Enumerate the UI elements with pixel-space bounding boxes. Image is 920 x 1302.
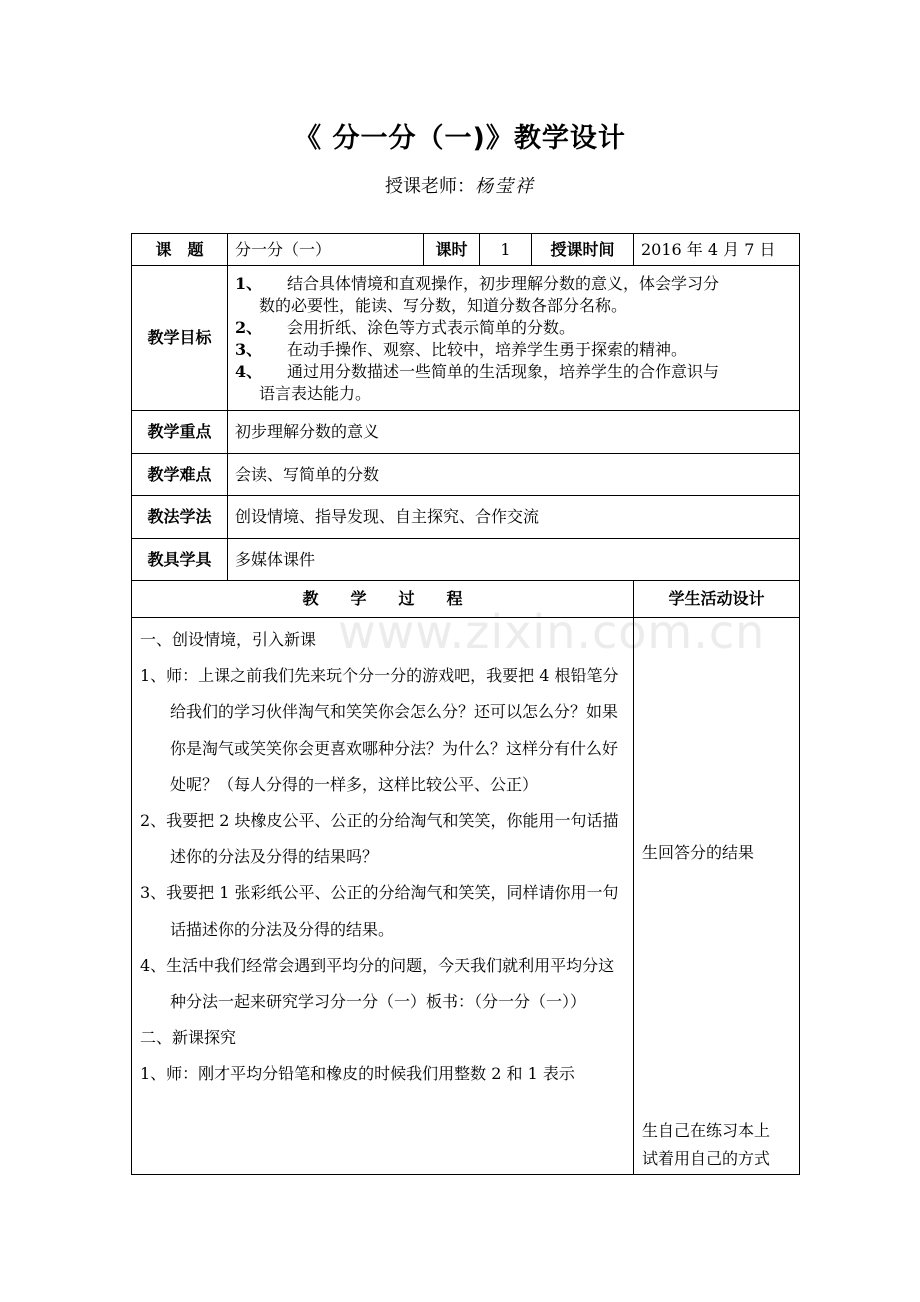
process-header-row — [132, 581, 800, 618]
tools-label: 教具学具 — [132, 539, 228, 581]
process-content — [132, 618, 634, 1175]
objective-item — [235, 339, 791, 361]
methods-row — [132, 496, 800, 539]
objective-continuation: 语言表达能力。 — [259, 384, 372, 403]
process-paragraph: 4、生活中我们经常会遇到平均分的问题，今天我们就利用平均分这种分法一起来研究学习分一分（一）板书：（分一分（一）） — [140, 955, 615, 1012]
topic-label: 课 题 — [132, 234, 228, 266]
period-label: 课时 — [424, 234, 480, 266]
methods-value: 创设情境、指导发现、自主探究、合作交流 — [228, 496, 800, 539]
tools-row — [132, 539, 800, 581]
student-practice — [642, 1117, 770, 1173]
student-activity-content — [634, 618, 800, 1175]
difficulty-value: 会读、写简单的分数 — [228, 454, 800, 496]
section-title: 二、新课探究 — [140, 1028, 237, 1048]
process-paragraph: 2、我要把 2 块橡皮公平、公正的分给淘气和笑笑，你能用一句话描述你的分法及分得的结果吗？ — [140, 811, 619, 867]
teacher-line — [0, 172, 920, 198]
student-practice-line: 生自己在练习本上 — [642, 1121, 771, 1140]
lesson-plan-table — [131, 233, 800, 1175]
objective-number: 1、 — [235, 274, 263, 293]
process-row — [132, 618, 800, 1175]
objectives-list — [228, 266, 800, 411]
objective-item — [235, 273, 791, 295]
objective-line: 结合具体情境和直观操作，初步理解分数的意义，体会学习分 — [287, 274, 720, 293]
date-label: 授课时间 — [532, 234, 634, 266]
focus-value: 初步理解分数的意义 — [228, 411, 800, 454]
teacher-name: 杨莹祥 — [475, 176, 535, 197]
process-paragraph: 1、师：刚才平均分铅笔和橡皮的时候我们用整数 2 和 1 表示 — [140, 1064, 575, 1084]
objective-continuation: 数的必要性，能读、写分数，知道分数各部分名称。 — [259, 296, 628, 315]
teacher-label: 授课老师： — [385, 176, 475, 197]
period-value: 1 — [480, 234, 532, 266]
date-value: 2016 年 4 月 7 日 — [634, 234, 800, 266]
process-paragraph: 3、我要把 1 张彩纸公平、公正的分给淘气和笑笑，同样请你用一句话描述你的分法及分得的结果。 — [140, 883, 619, 939]
tools-value: 多媒体课件 — [228, 539, 800, 581]
process-paragraph: 1、师：上课之前我们先来玩个分一分的游戏吧，我要把 4 根铅笔分给我们的学习伙伴淘气和笑笑你会怎么分？还可以怎么分？如果你是淘气或笑笑你会更喜欢哪种分法？为什么？这样分有什么好处呢？（每人分得的一样多，这样比较公平、公正） — [140, 666, 619, 794]
difficulty-row — [132, 454, 800, 496]
focus-label: 教学重点 — [132, 411, 228, 454]
student-answer: 生回答分的结果 — [642, 843, 755, 862]
objective-text: 通过用分数描述一些简单的生活现象，培养学生的合作意识与 — [287, 362, 720, 381]
objective-text: 在动手操作、观察、比较中，培养学生勇于探索的精神。 — [287, 340, 688, 359]
objectives-label: 教学目标 — [132, 266, 228, 411]
methods-label: 教法学法 — [132, 496, 228, 539]
objective-number: 3、 — [235, 340, 263, 359]
objective-item — [235, 361, 791, 383]
watermark: www.zixin.com.cn — [338, 605, 766, 659]
difficulty-label: 教学难点 — [132, 454, 228, 496]
student-practice-line: 试着用自己的方式 — [642, 1149, 771, 1168]
objectives-row — [132, 266, 800, 411]
document-title: 《 分一分（一)》教学设计 — [294, 123, 626, 154]
student-activity-header: 学生活动设计 — [634, 581, 800, 618]
topic-value: 分一分（一） — [228, 234, 424, 266]
header-row — [132, 234, 800, 266]
objective-text — [287, 273, 791, 295]
objective-item — [235, 317, 791, 339]
objective-number: 4、 — [235, 362, 263, 381]
focus-row — [132, 411, 800, 454]
process-header: 教 学 过 程 — [132, 581, 634, 618]
section-title: 一、创设情境，引入新课 — [140, 630, 317, 649]
objective-number: 2、 — [235, 318, 263, 337]
objective-text: 会用折纸、涂色等方式表示简单的分数。 — [287, 318, 576, 337]
